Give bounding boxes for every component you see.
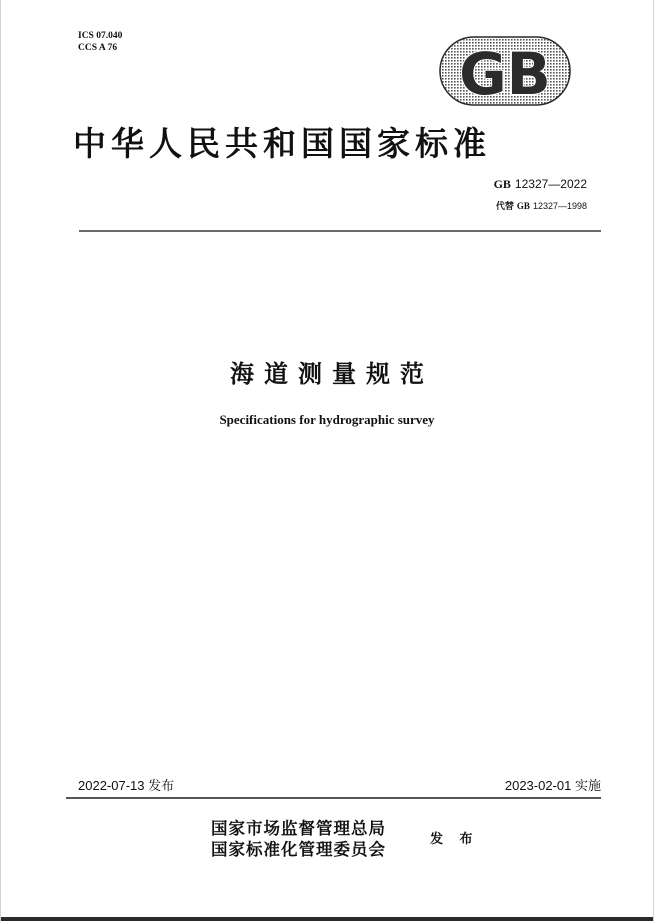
bottom-divider [66, 797, 601, 799]
document-title-en: Specifications for hydrographic survey [219, 412, 435, 427]
page-bottom-edge [1, 917, 653, 921]
issue-date-label: 发布 [148, 779, 175, 794]
effective-date-value: 2023-02-01 [504, 778, 572, 793]
classification-codes [78, 30, 122, 54]
national-standard-title: 中华人民共和国国家标准 [73, 124, 491, 163]
issuing-authorities [211, 818, 386, 860]
standard-number-value: 12327—2022 [514, 177, 587, 191]
issue-date [78, 775, 174, 794]
document-title-cn: 海道测量规范 [230, 360, 434, 388]
effective-date-label: 实施 [574, 779, 601, 794]
ccs-code: CCS A 76 [78, 43, 118, 53]
replaces-standard [496, 199, 587, 212]
issue-date-value: 2022-07-13 [78, 778, 145, 793]
gb-logo [439, 36, 571, 106]
replaces-label: 代替 [495, 202, 514, 212]
issuer-sac: 国家标准化管理委员会 [211, 840, 386, 859]
issue-verb: 发 布 [430, 832, 479, 847]
replaces-prefix: GB [516, 201, 530, 211]
issuer-samr: 国家市场监督管理总局 [211, 819, 386, 838]
replaces-number: 12327—1998 [532, 201, 587, 211]
ics-code: ICS 07.040 [78, 31, 123, 41]
effective-date [505, 775, 601, 794]
logo-text: GB [459, 40, 551, 106]
standard-prefix: GB [493, 177, 511, 191]
standard-number [494, 177, 587, 192]
top-divider [79, 230, 601, 232]
